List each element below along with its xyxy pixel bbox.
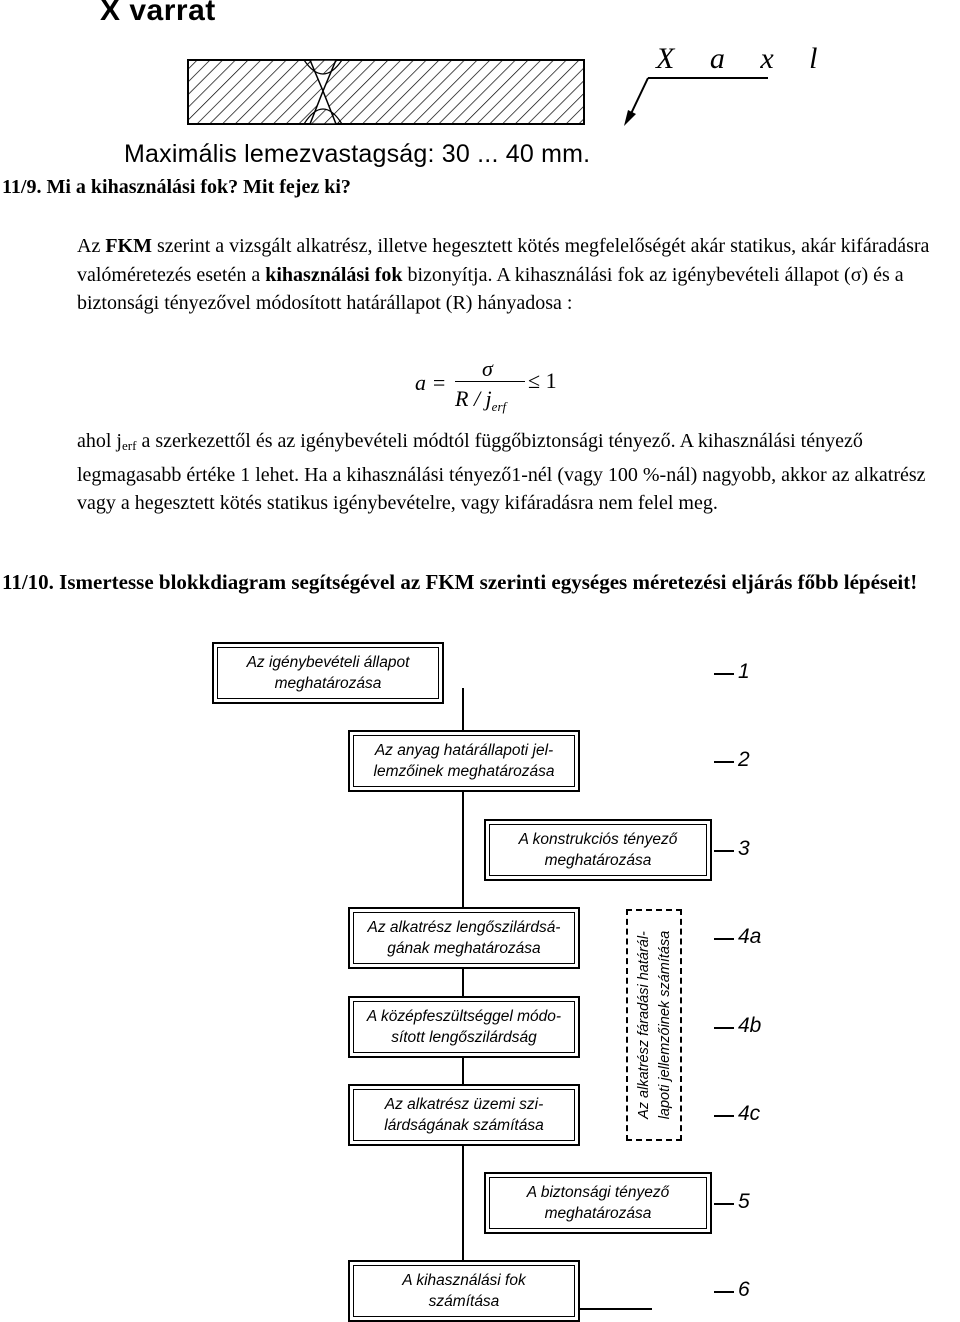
step-box-1: Az igénybevételi állapot meghatározása	[212, 642, 444, 704]
step-dash-3	[714, 850, 734, 852]
step-dash-6	[714, 1291, 734, 1293]
answer-paragraph-2: ahol $j_{erf}$ a szerkezettől és az igénybevételi módtól függőbiztonsági tényező. A kihasználási tényező legmagasabb értéke 1 lehet. Ha a kihasználási tényező1-nél (vagy 100 %-nál) nagyobb, akkor az alkatrész vagy a hegesztett kötés statikus igénybevételre, vagy kifáradásra nem felel meg.	[77, 430, 926, 514]
side-text-line-2: lapoti jellemzőinek számítása	[657, 930, 673, 1120]
step-dash-4a	[714, 938, 734, 940]
step-number-1: 1	[738, 660, 750, 683]
fraction-line	[455, 381, 525, 382]
fatigue-limit-side-box	[626, 909, 682, 1141]
step-number-4b: 4b	[738, 1014, 762, 1037]
formula-lhs: a =	[415, 370, 447, 395]
formula-rhs: ≤ 1	[528, 368, 557, 393]
step-number-4a: 4a	[738, 925, 762, 948]
step-dash-1	[714, 673, 734, 675]
question-11-9-heading: 11/9. Mi a kihasználási fok? Mit fejez ki?	[2, 176, 351, 198]
question-11-10-heading: 11/10. Ismertesse blokkdiagram segítségével az FKM szerinti egységes méretezési eljárás főbb lépéseit!	[2, 570, 918, 594]
step-number-3: 3	[738, 837, 750, 860]
weld-symbol-arrow	[620, 70, 780, 130]
side-text-line-1: Az alkatrész fáradási határál-	[636, 931, 652, 1119]
step-box-3: A konstrukciós tényező meghatározása	[484, 819, 712, 881]
step-dash-4c	[714, 1115, 734, 1117]
answer-paragraph-1: Az FKM szerint a vizsgált alkatrész, illetve hegesztett kötés megfelelőségét akár statikus, akár kifáradásra valóméretezés esetén a kihasználási fok bizonyítja. A kihasználási fok az igénybevételi állapot (σ) és a biztonsági tényezővel módosított határállapot (R) hányadosa :	[77, 235, 930, 314]
formula-denominator: R / $j_{erf}$	[455, 386, 507, 414]
weld-title: X varrat	[100, 0, 216, 27]
step-number-5: 5	[738, 1190, 750, 1213]
max-thickness-caption: Maximális lemezvastagság: 30 ... 40 mm.	[124, 140, 591, 168]
formula-numerator: σ	[482, 356, 493, 381]
x-weld-drawing	[186, 58, 586, 126]
weld-symbol-label: X a x l	[656, 42, 832, 75]
step-box-2: Az anyag határállapoti jel- lemzőinek meghatározása	[348, 730, 580, 792]
step-box-4b: A középfeszültséggel módo- sított lengőszilárdság	[348, 996, 580, 1058]
step-box-4a: Az alkatrész lengőszilárdsá- gának meghatározása	[348, 907, 580, 969]
step-dash-2	[714, 761, 734, 763]
step-number-6: 6	[738, 1278, 750, 1301]
step-dash-4b	[714, 1027, 734, 1029]
side-box-text	[628, 911, 680, 1139]
step-dash-5	[714, 1203, 734, 1205]
step-box-5: A biztonsági tényező meghatározása	[484, 1172, 712, 1234]
step-number-4c: 4c	[738, 1102, 761, 1125]
step-box-4c: Az alkatrész üzemi szi- lárdságának számítása	[348, 1084, 580, 1146]
step-box-6: A kihasználási fok számítása	[348, 1260, 580, 1322]
step-number-2: 2	[738, 748, 750, 771]
